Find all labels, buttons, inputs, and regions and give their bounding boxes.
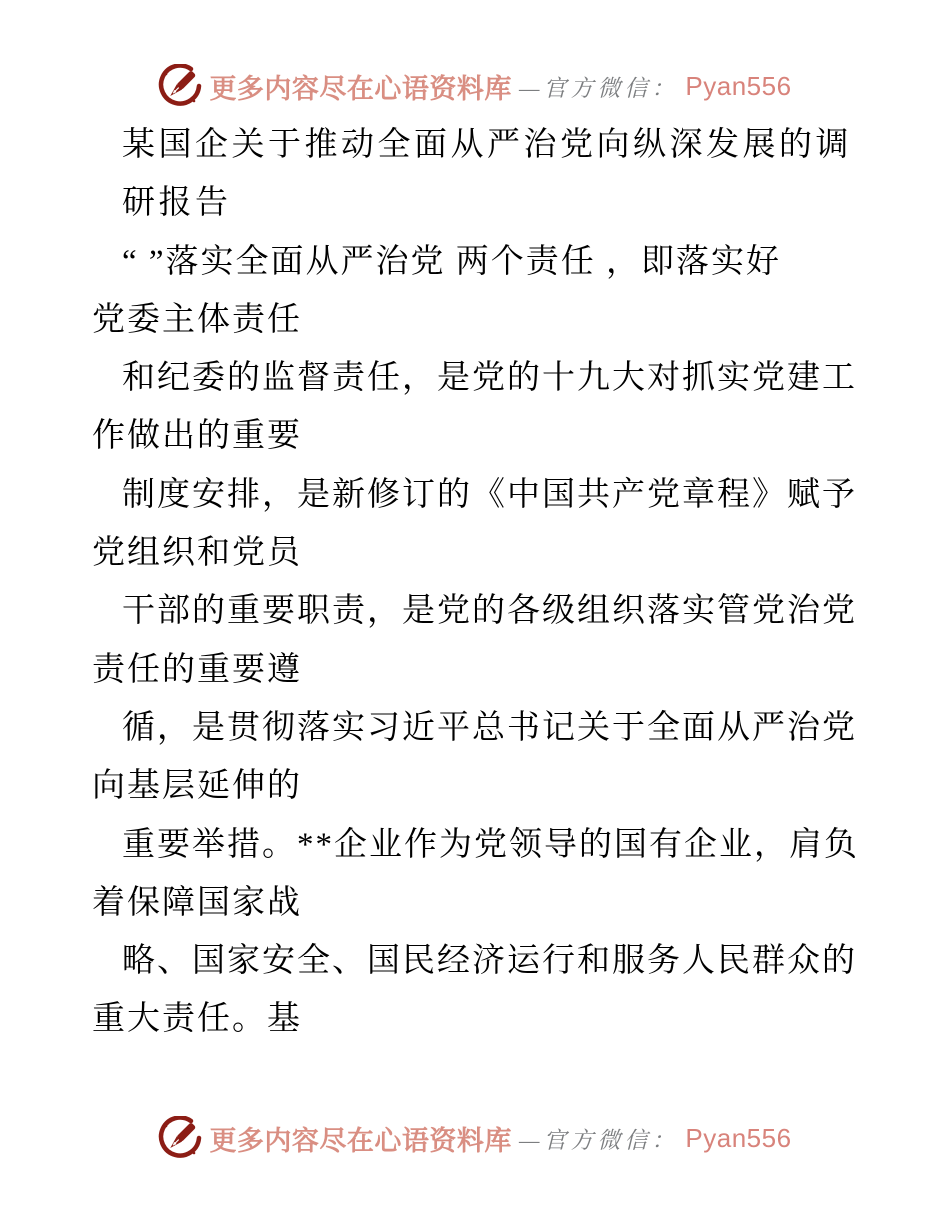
body-line: 重大责任。基 bbox=[92, 1001, 302, 1038]
footer-watermark bbox=[0, 1116, 950, 1160]
document-body bbox=[92, 116, 882, 1049]
body-line: 向基层延伸的 bbox=[92, 768, 302, 805]
body-line: 略、国家安全、国民经济运行和服务人民群众的 bbox=[122, 943, 857, 980]
body-line: 和纪委的监督责任，是党的十九大对抓实党建工 bbox=[122, 360, 857, 397]
pen-swirl-logo-icon bbox=[158, 1116, 202, 1160]
body-line: “ ”落实全面从严治党 两个责任 ，即落实好 bbox=[122, 243, 782, 280]
body-line: 着保障国家战 bbox=[92, 884, 302, 921]
body-line: 干部的重要职责，是党的各级组织落实管党治党 bbox=[122, 593, 857, 630]
watermark-channel-label: —官方微信： bbox=[518, 75, 679, 101]
watermark-brand-text: 更多内容尽在心语资料库 bbox=[209, 1125, 512, 1156]
body-line: 制度安排，是新修订的《中国共产党章程》赋予 bbox=[122, 476, 857, 513]
body-line: 作做出的重要 bbox=[92, 418, 302, 455]
body-line: 重要举措。**企业作为党领导的国有企业，肩负 bbox=[122, 826, 859, 863]
watermark-wechat-id: Pyan556 bbox=[685, 1122, 792, 1153]
watermark-wechat-id: Pyan556 bbox=[685, 70, 792, 101]
body-line: 责任的重要遵 bbox=[92, 651, 302, 688]
watermark-channel-label: —官方微信： bbox=[518, 1127, 679, 1153]
pen-swirl-logo-icon bbox=[158, 64, 202, 108]
body-line: 循，是贯彻落实习近平总书记关于全面从严治党 bbox=[122, 709, 857, 746]
header-watermark bbox=[0, 64, 950, 108]
watermark-brand-text: 更多内容尽在心语资料库 bbox=[209, 73, 512, 104]
title-line: 某国企关于推动全面从严治党向纵深发展的调 bbox=[122, 127, 852, 163]
body-line: 党委主体责任 bbox=[92, 301, 302, 338]
title-line: 研报告 bbox=[122, 185, 232, 222]
body-line: 党组织和党员 bbox=[92, 535, 302, 572]
